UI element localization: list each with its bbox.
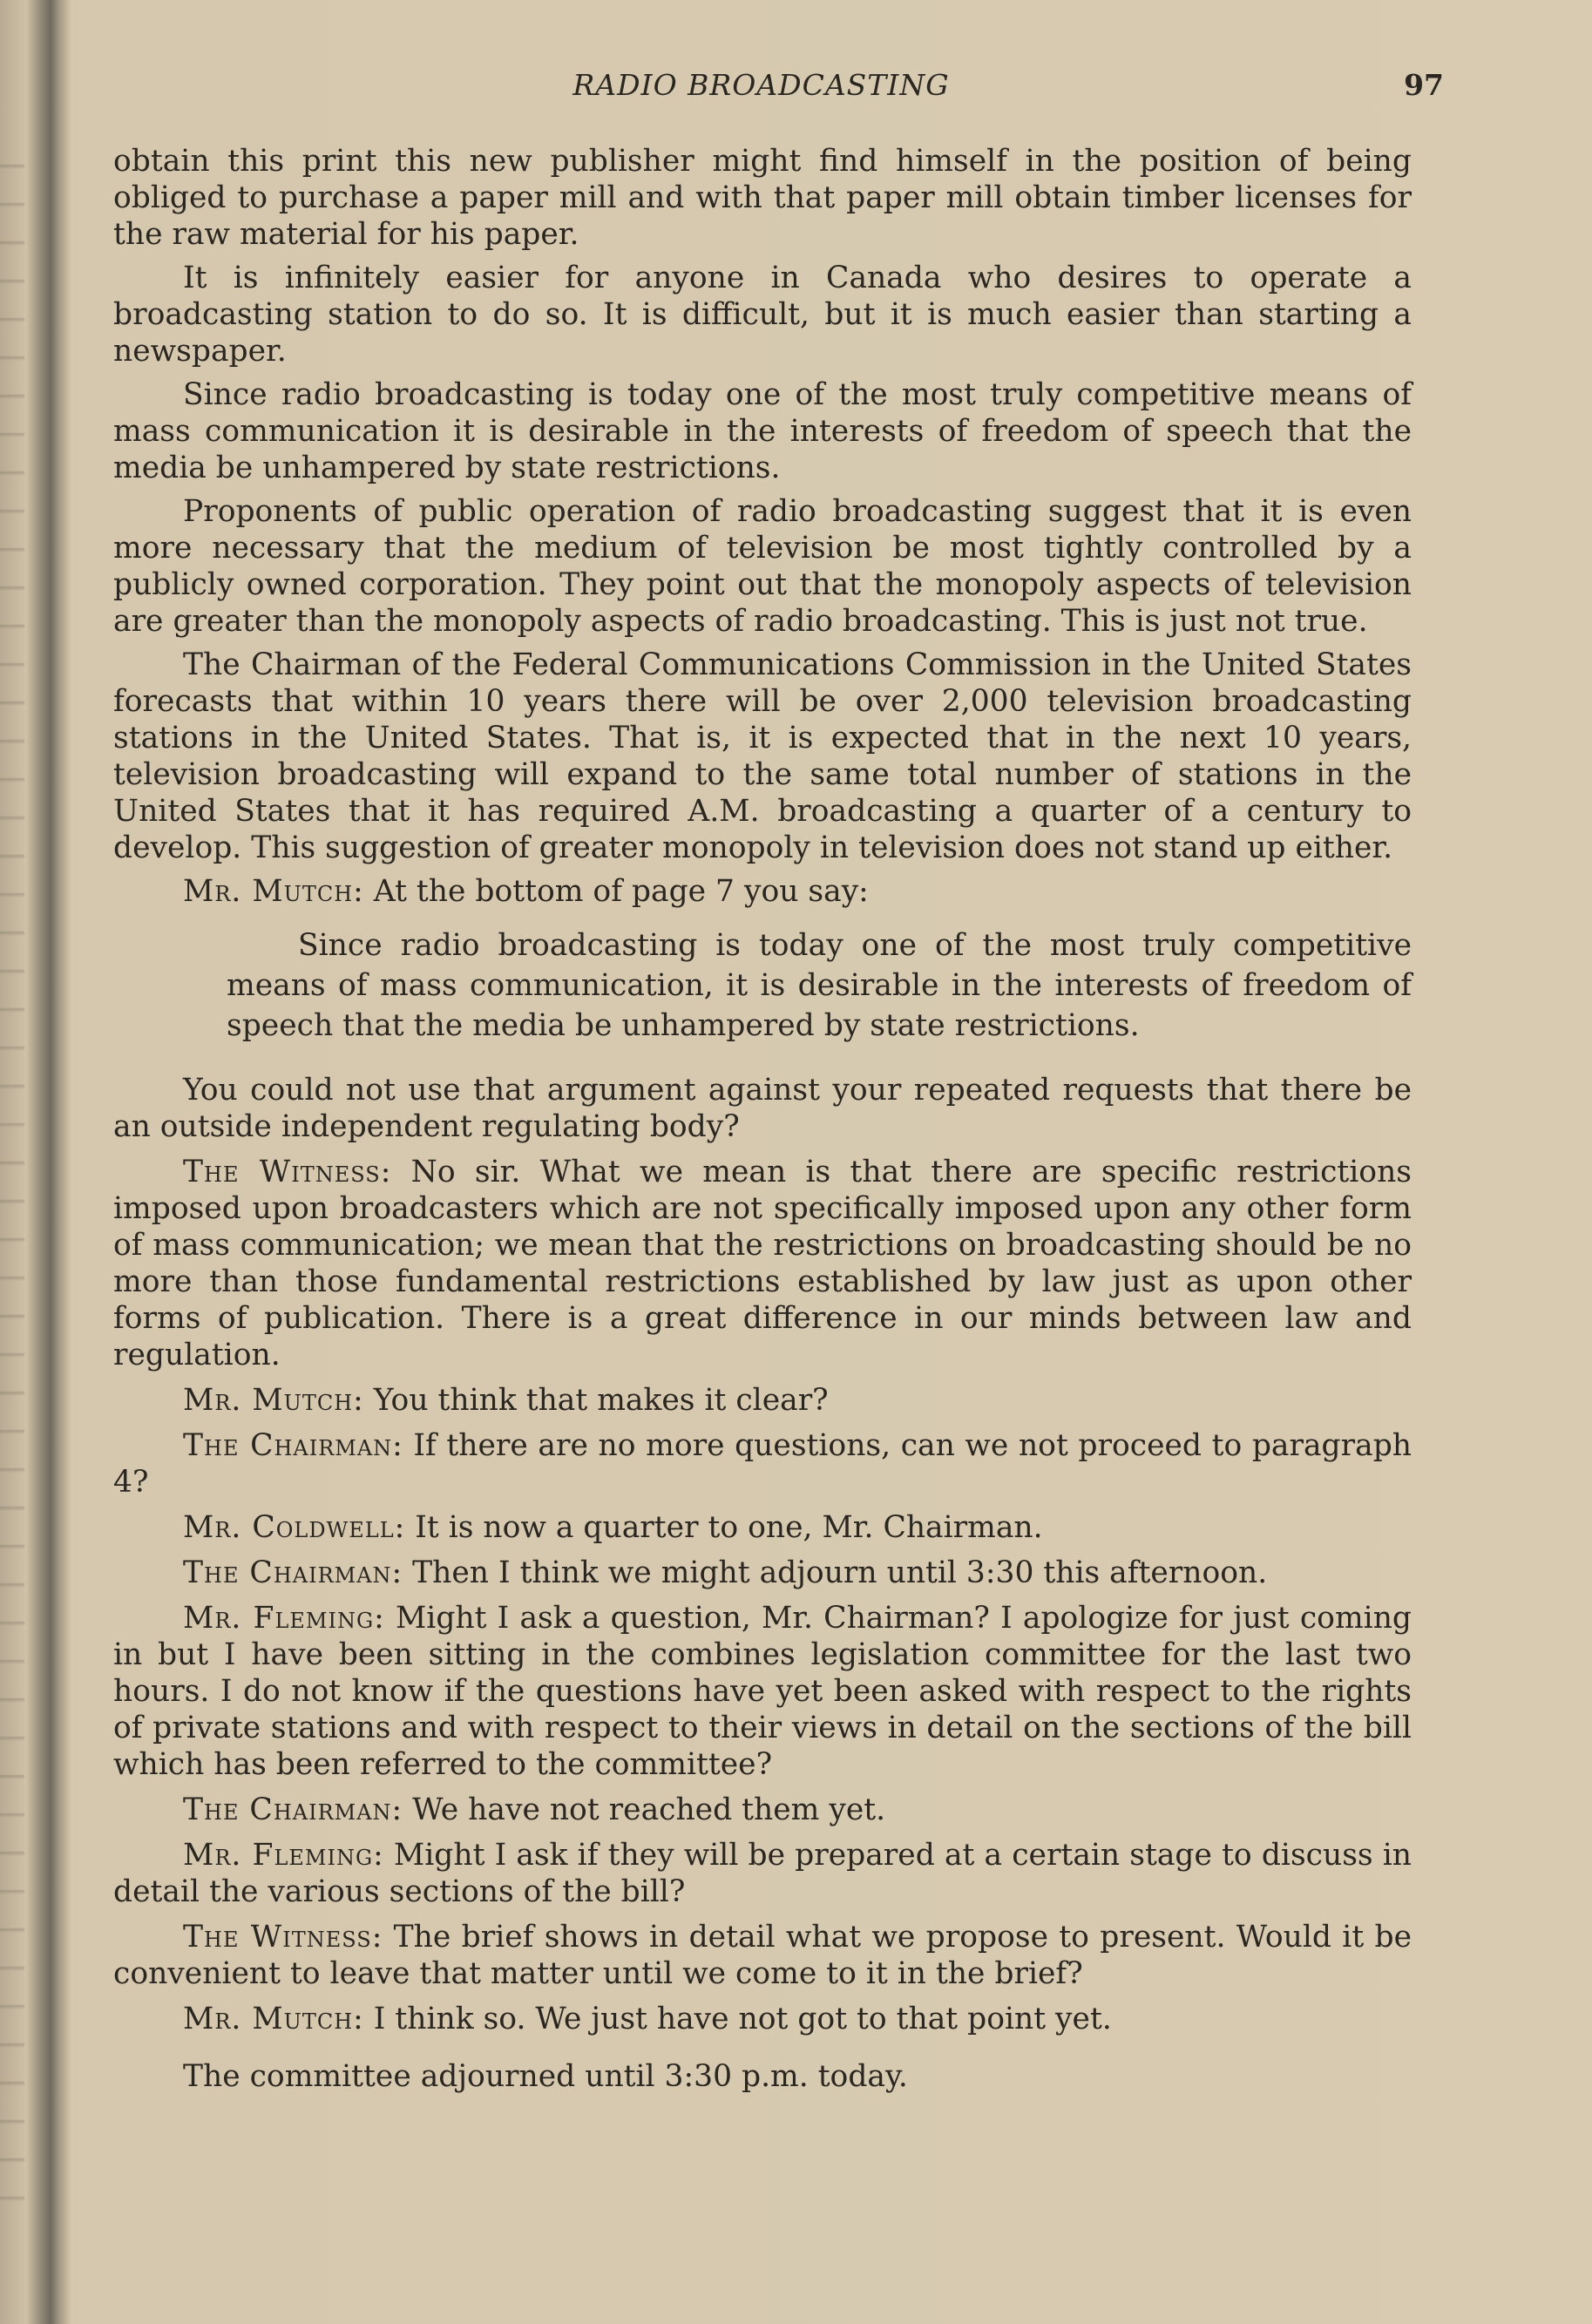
body-text [113, 143, 1412, 2102]
speech-text: You think that makes it clear? [373, 1383, 829, 1418]
speech-text: Might I ask if they will be prepared at a certain stage to discuss in detail the various sections of the bill? [113, 1838, 1412, 1909]
speaker-name: The Witness: [183, 1920, 383, 1955]
speaker-name: Mr. Fleming: [183, 1838, 384, 1873]
paragraph: The Chairman of the Federal Communications Commission in the United States forecasts that within 10 years there will be over 2,000 television broadcasting stations in the United States. That is, it is expected that in the next 10 years, television broadcasting will expand to the same total number of stations in the United States that it has required A.M. broadcasting a quarter of a century to develop. This suggestion of greater monopoly in television does not stand up either. [113, 647, 1412, 865]
speaker-name: The Chairman: [183, 1555, 403, 1590]
speaker-name: Mr. Mutch: [183, 874, 364, 909]
speech-continuation: You could not use that argument against your repeated requests that there be an outside independent regulating body? [113, 1073, 1412, 1144]
speech-text: At the bottom of page 7 you say: [373, 874, 869, 909]
speech-text: No sir. What we mean is that there are specific restrictions imposed upon broadcasters which are not specifically imposed upon any other form of mass communication; we mean that the restrictions on broadcasting should be no more than those fundamental restrictions established by law just as upon other forms of publication. There is a great difference in our minds between law and regulation. [113, 1155, 1412, 1372]
speech-text: It is now a quarter to one, Mr. Chairman. [415, 1510, 1043, 1545]
running-head [113, 68, 1444, 106]
speech [113, 1555, 1412, 1591]
speech-text: We have not reached them yet. [412, 1792, 886, 1827]
speaker-name: The Witness: [183, 1155, 392, 1189]
paragraph: It is infinitely easier for anyone in Canada who desires to operate a broadcasting station to do so. It is difficult, but it is much easier than starting a newspaper. [113, 261, 1412, 369]
speech-text: The brief shows in detail what we propose to present. Would it be convenient to leave that matter until we come to it in the brief? [113, 1920, 1412, 1991]
speaker-name: Mr. Mutch: [183, 2002, 364, 2036]
binding-edge [0, 131, 24, 2222]
paragraph: obtain this print this new publisher might find himself in the position of being obliged to purchase a paper mill and with that paper mill obtain timber licenses for the raw material for his paper. [113, 144, 1412, 252]
adjournment-note: The committee adjourned until 3:30 p.m. today. [183, 2059, 908, 2094]
speaker-name: Mr. Mutch: [183, 1383, 364, 1418]
speech-text: Might I ask a question, Mr. Chairman? I apologize for just coming in but I have been sitting in the combines legislation committee for the last two hours. I do not know if the questions have yet been asked with respect to the rights of private stations and with respect to their views in detail on the sections of the bill which has been referred to the committee? [113, 1601, 1412, 1782]
speech [113, 2001, 1412, 2037]
page-number: 97 [1404, 68, 1444, 102]
speech [113, 1919, 1412, 1992]
speaker-name: The Chairman: [183, 1792, 403, 1827]
speaker-name: Mr. Fleming: [183, 1601, 385, 1636]
speech [113, 1792, 1412, 1828]
speech [113, 1509, 1412, 1546]
speech [113, 1600, 1412, 1783]
speech [113, 1154, 1412, 1373]
speech [113, 1427, 1412, 1501]
paragraph: Since radio broadcasting is today one of the most truly competitive means of mass communication it is desirable in the interests of freedom of speech that the media be unhampered by state restrictions. [113, 377, 1412, 485]
paragraph: Proponents of public operation of radio broadcasting suggest that it is even more necessary that the medium of television be most tightly controlled by a publicly owned corporation. They point out that the monopoly aspects of television are greater than the monopoly aspects of radio broadcasting. This is just not true. [113, 494, 1412, 639]
speech-text: Then I think we might adjourn until 3:30 this afternoon. [412, 1555, 1268, 1590]
speech [113, 1382, 1412, 1419]
speech-text: If there are no more questions, can we not proceed to paragraph 4? [113, 1428, 1412, 1500]
block-quote: Since radio broadcasting is today one of the most truly competitive means of mass communication, it is desirable in the interests of freedom of speech that the media be unhampered by state restrictions. [227, 928, 1412, 1043]
speech [113, 873, 1412, 910]
speaker-name: Mr. Coldwell: [183, 1510, 406, 1545]
running-title: RADIO BROADCASTING [572, 68, 950, 102]
speaker-name: The Chairman: [183, 1428, 403, 1463]
speech [113, 1837, 1412, 1910]
speech-text: I think so. We just have not got to that point yet. [373, 2002, 1112, 2036]
